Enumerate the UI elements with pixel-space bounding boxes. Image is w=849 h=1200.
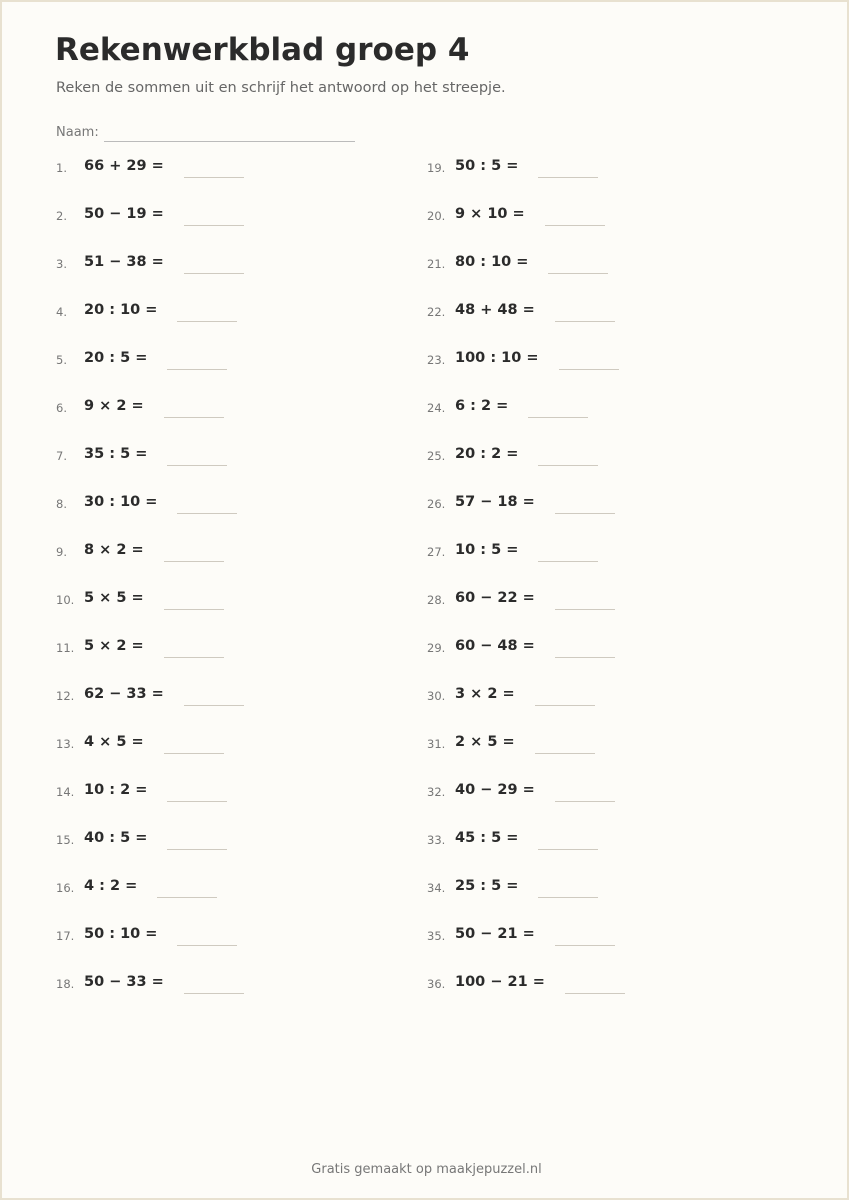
answer-line[interactable] bbox=[164, 735, 224, 754]
problem-number: 26. bbox=[427, 497, 446, 511]
answer-line[interactable] bbox=[184, 687, 244, 706]
answer-line[interactable] bbox=[559, 351, 619, 370]
problem-item bbox=[427, 295, 807, 343]
answer-line[interactable] bbox=[184, 975, 244, 994]
problem-expression: 2 × 5 = bbox=[455, 734, 515, 750]
problem-number: 23. bbox=[427, 353, 446, 367]
problem-number: 31. bbox=[427, 737, 446, 751]
answer-line[interactable] bbox=[555, 783, 615, 802]
problem-number: 34. bbox=[427, 881, 446, 895]
problem-expression: 10 : 2 = bbox=[84, 782, 148, 798]
problem-expression: 62 − 33 = bbox=[84, 686, 164, 702]
problem-number: 14. bbox=[56, 785, 75, 799]
answer-line[interactable] bbox=[177, 495, 237, 514]
problem-item bbox=[56, 775, 436, 823]
problem-number: 19. bbox=[427, 161, 446, 175]
problem-item bbox=[56, 535, 436, 583]
problem-expression: 60 − 22 = bbox=[455, 590, 535, 606]
page-title: Rekenwerkblad groep 4 bbox=[55, 32, 470, 68]
problems-column-right bbox=[427, 151, 807, 1015]
answer-line[interactable] bbox=[167, 831, 227, 850]
answer-line[interactable] bbox=[528, 399, 588, 418]
answer-line[interactable] bbox=[555, 303, 615, 322]
problem-number: 21. bbox=[427, 257, 446, 271]
problem-item bbox=[427, 535, 807, 583]
problem-item bbox=[56, 967, 436, 1015]
problem-item bbox=[427, 919, 807, 967]
problem-item bbox=[56, 631, 436, 679]
problem-expression: 50 : 10 = bbox=[84, 926, 158, 942]
problem-expression: 20 : 10 = bbox=[84, 302, 158, 318]
answer-line[interactable] bbox=[565, 975, 625, 994]
problem-item bbox=[427, 871, 807, 919]
problem-expression: 50 : 5 = bbox=[455, 158, 519, 174]
answer-line[interactable] bbox=[167, 783, 227, 802]
problem-expression: 25 : 5 = bbox=[455, 878, 519, 894]
answer-line[interactable] bbox=[177, 927, 237, 946]
problem-expression: 30 : 10 = bbox=[84, 494, 158, 510]
problem-number: 20. bbox=[427, 209, 446, 223]
problem-number: 27. bbox=[427, 545, 446, 559]
answer-line[interactable] bbox=[545, 207, 605, 226]
problem-item bbox=[427, 439, 807, 487]
problem-expression: 3 × 2 = bbox=[455, 686, 515, 702]
problem-number: 6. bbox=[56, 401, 67, 415]
problem-item bbox=[427, 151, 807, 199]
problem-item bbox=[427, 487, 807, 535]
problem-expression: 80 : 10 = bbox=[455, 254, 529, 270]
problem-number: 5. bbox=[56, 353, 67, 367]
answer-line[interactable] bbox=[555, 591, 615, 610]
answer-line[interactable] bbox=[177, 303, 237, 322]
name-field-line[interactable] bbox=[104, 141, 355, 142]
problem-expression: 66 + 29 = bbox=[84, 158, 164, 174]
problem-number: 35. bbox=[427, 929, 446, 943]
problem-item bbox=[56, 487, 436, 535]
answer-line[interactable] bbox=[167, 351, 227, 370]
problem-expression: 4 : 2 = bbox=[84, 878, 138, 894]
problem-item bbox=[56, 151, 436, 199]
problem-expression: 45 : 5 = bbox=[455, 830, 519, 846]
answer-line[interactable] bbox=[184, 159, 244, 178]
problem-number: 9. bbox=[56, 545, 67, 559]
problem-item bbox=[56, 583, 436, 631]
answer-line[interactable] bbox=[164, 399, 224, 418]
problem-number: 33. bbox=[427, 833, 446, 847]
problem-expression: 5 × 5 = bbox=[84, 590, 144, 606]
problem-number: 29. bbox=[427, 641, 446, 655]
problem-number: 25. bbox=[427, 449, 446, 463]
answer-line[interactable] bbox=[157, 879, 217, 898]
answer-line[interactable] bbox=[538, 879, 598, 898]
footer-credit: Gratis gemaakt op maakjepuzzel.nl bbox=[311, 1162, 542, 1177]
answer-line[interactable] bbox=[548, 255, 608, 274]
problem-item bbox=[56, 439, 436, 487]
problem-number: 1. bbox=[56, 161, 67, 175]
answer-line[interactable] bbox=[167, 447, 227, 466]
problem-number: 24. bbox=[427, 401, 446, 415]
answer-line[interactable] bbox=[538, 831, 598, 850]
answer-line[interactable] bbox=[555, 639, 615, 658]
problem-number: 13. bbox=[56, 737, 75, 751]
problem-item bbox=[427, 343, 807, 391]
answer-line[interactable] bbox=[184, 255, 244, 274]
problem-expression: 35 : 5 = bbox=[84, 446, 148, 462]
problem-number: 8. bbox=[56, 497, 67, 511]
problem-number: 32. bbox=[427, 785, 446, 799]
problem-number: 22. bbox=[427, 305, 446, 319]
problem-number: 12. bbox=[56, 689, 75, 703]
problem-number: 30. bbox=[427, 689, 446, 703]
problem-expression: 9 × 10 = bbox=[455, 206, 525, 222]
problem-expression: 5 × 2 = bbox=[84, 638, 144, 654]
problem-number: 18. bbox=[56, 977, 75, 991]
problem-item bbox=[427, 727, 807, 775]
problem-item bbox=[427, 583, 807, 631]
problem-item bbox=[427, 823, 807, 871]
problem-number: 28. bbox=[427, 593, 446, 607]
problem-expression: 8 × 2 = bbox=[84, 542, 144, 558]
problem-expression: 6 : 2 = bbox=[455, 398, 509, 414]
answer-line[interactable] bbox=[538, 159, 598, 178]
problem-expression: 4 × 5 = bbox=[84, 734, 144, 750]
answer-line[interactable] bbox=[164, 591, 224, 610]
problem-item bbox=[427, 391, 807, 439]
answer-line[interactable] bbox=[555, 495, 615, 514]
answer-line[interactable] bbox=[164, 543, 224, 562]
problem-number: 17. bbox=[56, 929, 75, 943]
problem-expression: 20 : 2 = bbox=[455, 446, 519, 462]
problem-number: 4. bbox=[56, 305, 67, 319]
problem-item bbox=[427, 775, 807, 823]
problem-item bbox=[56, 247, 436, 295]
problem-number: 2. bbox=[56, 209, 67, 223]
problem-expression: 50 − 19 = bbox=[84, 206, 164, 222]
answer-line[interactable] bbox=[538, 447, 598, 466]
problem-number: 15. bbox=[56, 833, 75, 847]
problem-number: 11. bbox=[56, 641, 75, 655]
problem-expression: 57 − 18 = bbox=[455, 494, 535, 510]
problem-item bbox=[56, 199, 436, 247]
problem-number: 16. bbox=[56, 881, 75, 895]
problem-expression: 100 − 21 = bbox=[455, 974, 545, 990]
problem-item bbox=[56, 679, 436, 727]
problem-expression: 50 − 33 = bbox=[84, 974, 164, 990]
problem-item bbox=[427, 247, 807, 295]
answer-line[interactable] bbox=[535, 735, 595, 754]
problem-item bbox=[56, 343, 436, 391]
problem-item bbox=[427, 679, 807, 727]
problem-item bbox=[427, 967, 807, 1015]
name-label: Naam: bbox=[56, 125, 99, 140]
problem-item bbox=[56, 823, 436, 871]
problem-expression: 40 − 29 = bbox=[455, 782, 535, 798]
problem-expression: 100 : 10 = bbox=[455, 350, 539, 366]
problem-number: 7. bbox=[56, 449, 67, 463]
problem-number: 10. bbox=[56, 593, 75, 607]
problem-item bbox=[56, 295, 436, 343]
problem-item bbox=[56, 391, 436, 439]
instructions: Reken de sommen uit en schrijf het antwoord op het streepje. bbox=[56, 80, 506, 96]
answer-line[interactable] bbox=[538, 543, 598, 562]
problem-expression: 50 − 21 = bbox=[455, 926, 535, 942]
problem-item bbox=[427, 199, 807, 247]
answer-line[interactable] bbox=[555, 927, 615, 946]
problem-expression: 48 + 48 = bbox=[455, 302, 535, 318]
answer-line[interactable] bbox=[535, 687, 595, 706]
problem-item bbox=[56, 871, 436, 919]
problem-expression: 20 : 5 = bbox=[84, 350, 148, 366]
answer-line[interactable] bbox=[184, 207, 244, 226]
problem-expression: 9 × 2 = bbox=[84, 398, 144, 414]
problem-item bbox=[427, 631, 807, 679]
problems-column-left bbox=[56, 151, 436, 1015]
problem-item bbox=[56, 919, 436, 967]
problem-item bbox=[56, 727, 436, 775]
problem-expression: 60 − 48 = bbox=[455, 638, 535, 654]
problem-number: 3. bbox=[56, 257, 67, 271]
problem-expression: 40 : 5 = bbox=[84, 830, 148, 846]
problem-number: 36. bbox=[427, 977, 446, 991]
answer-line[interactable] bbox=[164, 639, 224, 658]
problem-expression: 51 − 38 = bbox=[84, 254, 164, 270]
problem-expression: 10 : 5 = bbox=[455, 542, 519, 558]
